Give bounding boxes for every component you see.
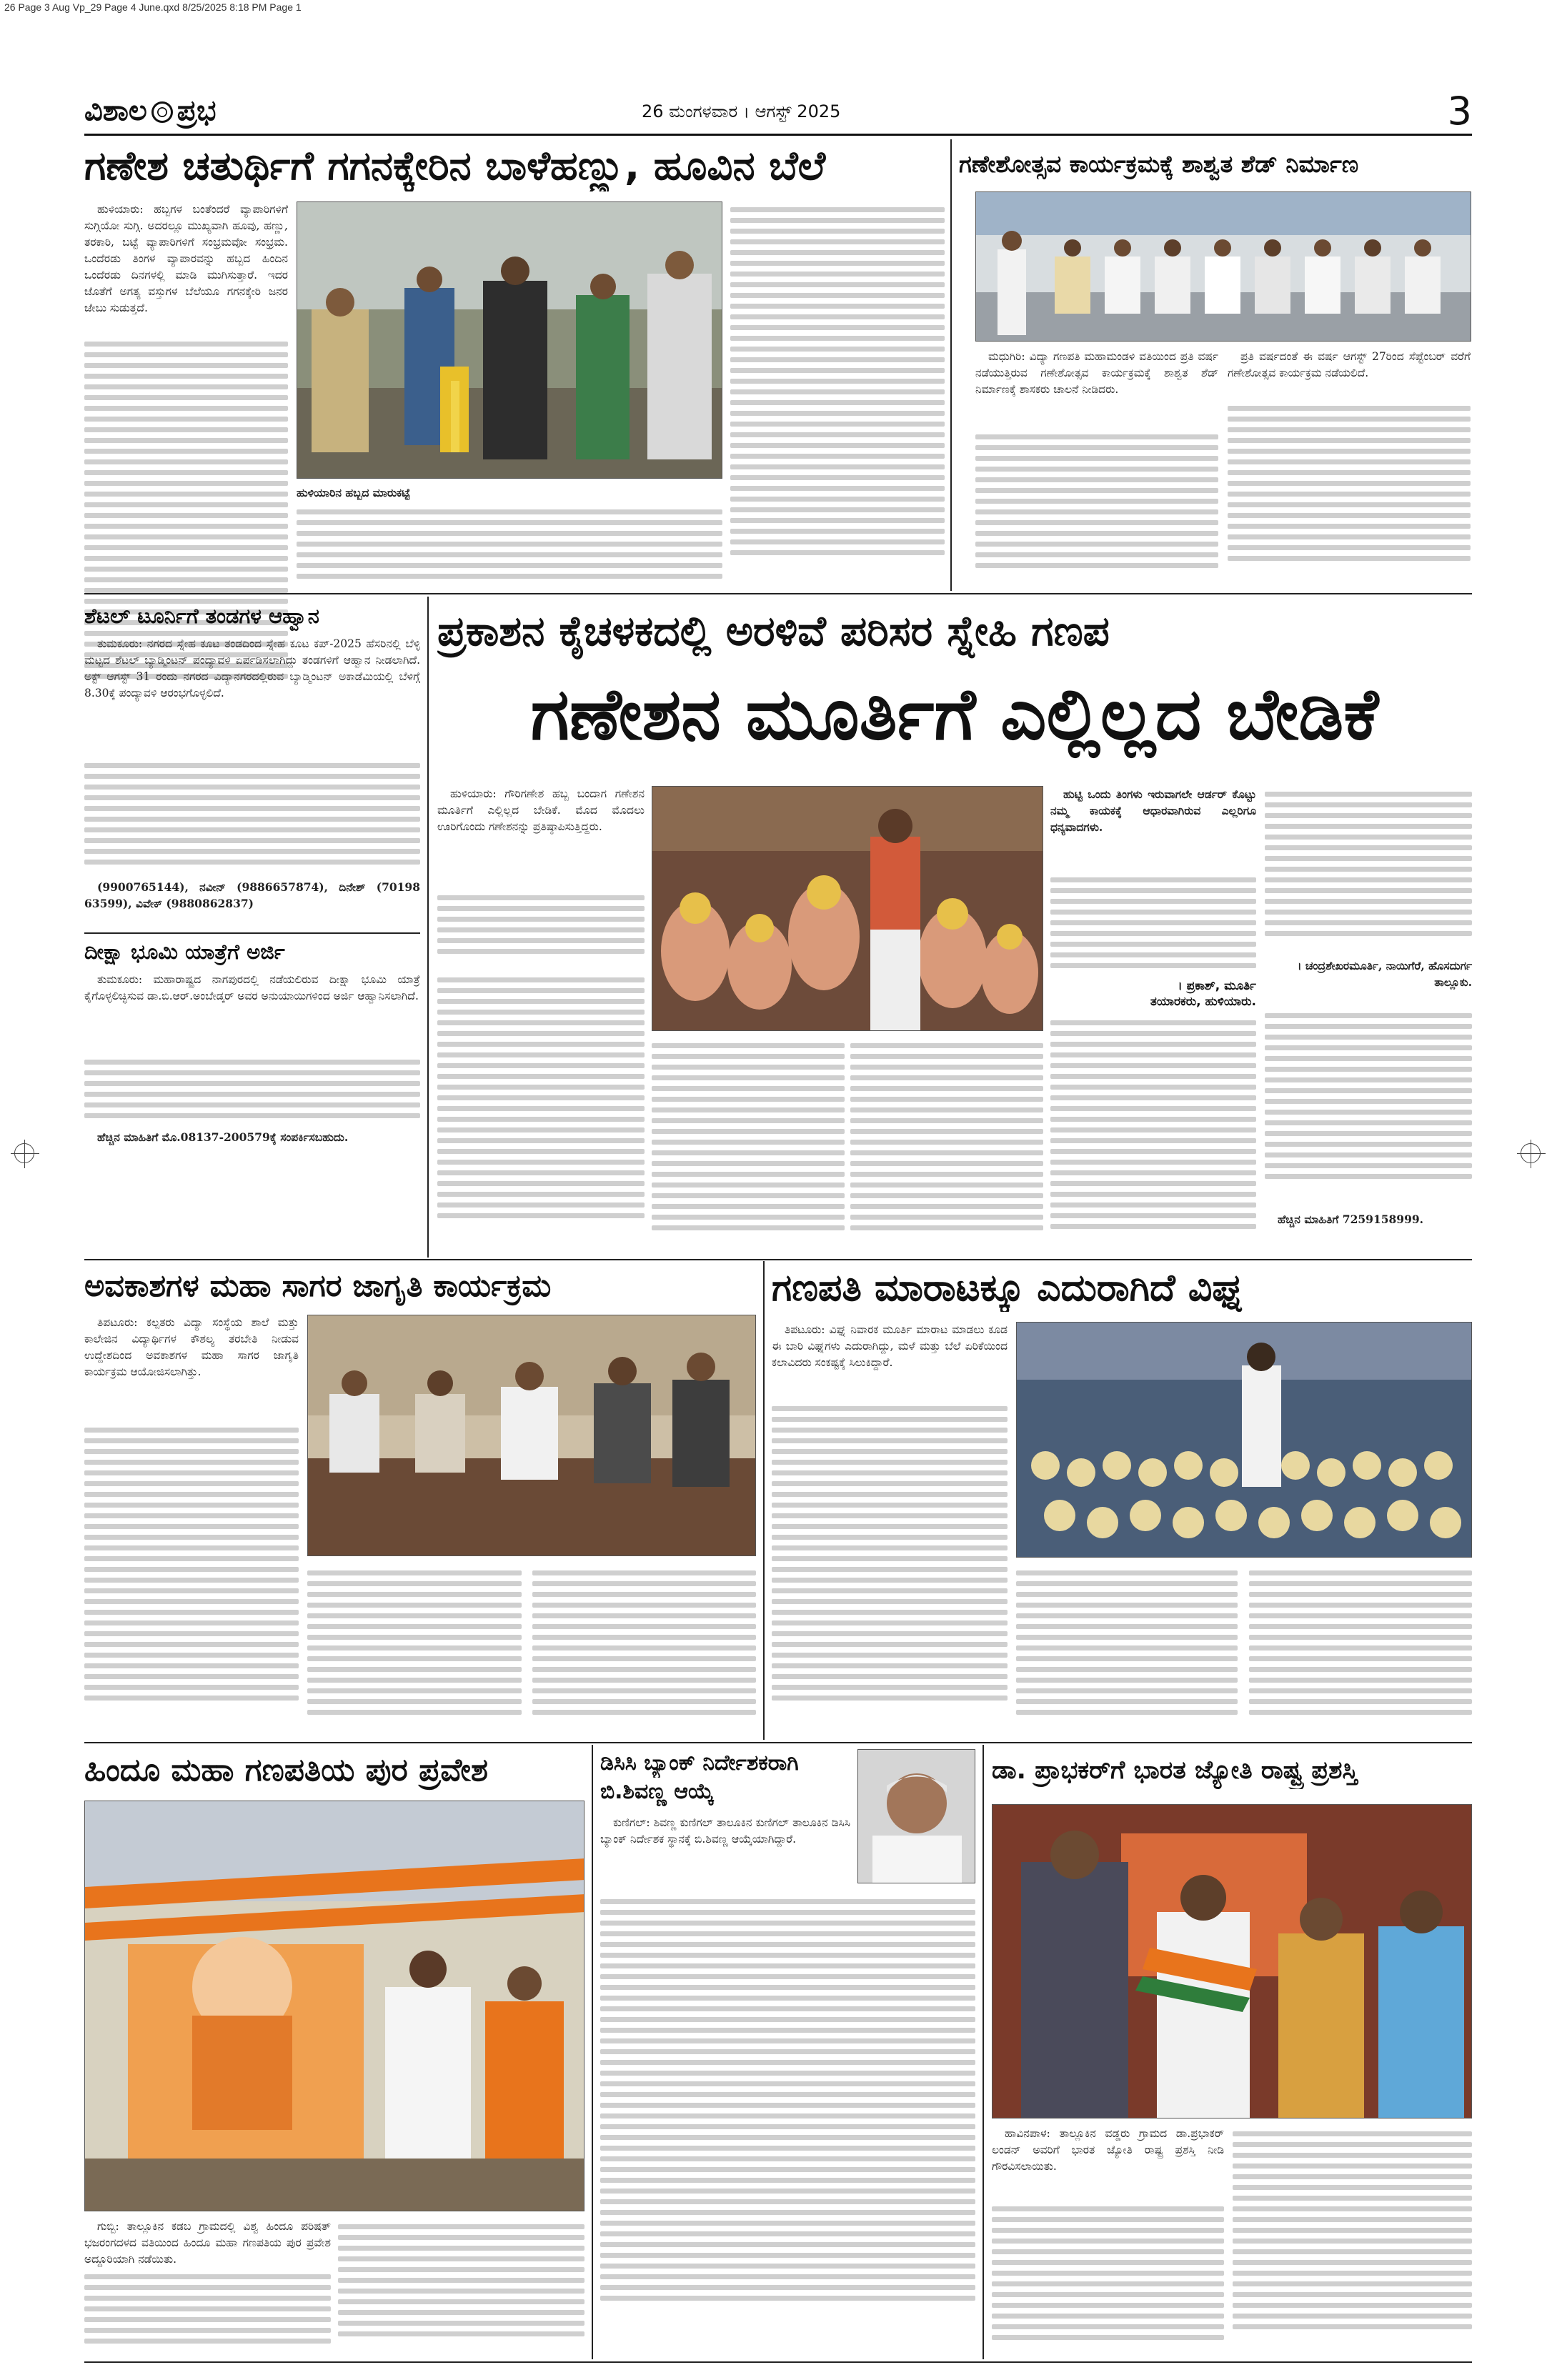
headline-eco-ganapa: ಗಣೇಶನ ಮೂರ್ತಿಗೆ ಎಲ್ಲಿಲ್ಲದ ಬೇಡಿಕೆ (530, 672, 1379, 756)
article-body-eco-ganapa: ಹುಳಿಯಾರು: ಗೌರಿಗಣೇಶ ಹಬ್ಬ ಬಂದಾಗ ಗಣೇಶನ ಮೂರ್ತಿಗೆ ಎಲ್ಲಿಲ್ಲದ ಬೇಡಿಕೆ. ಮೊದ ಮೊದಲು ಊರಿಗೊಂದು ಗಣೇಶನನ್ನು ಪ್ರತಿಷ್ಠಾಪಿಸುತ್ತಿದ್ದರು. (437, 787, 645, 833)
registration-mark-right-icon (1521, 1143, 1541, 1163)
article-text-award-col2 (1233, 2126, 1472, 2354)
idol-stall-image (1017, 1323, 1472, 1558)
section-rule (84, 932, 420, 934)
page-number: 3 (1447, 89, 1472, 134)
portrait-image (858, 1750, 975, 1883)
article-text-opp-col3 (532, 1565, 756, 1736)
headline-ganesha-prices: ಗಣೇಶ ಚತುರ್ಥಿಗೆ ಗಗನಕ್ಕೇರಿನ ಬಾಳೆಹಣ್ಣು, ಹೂವಿನ ಬೆಲೆ (84, 143, 826, 189)
byline-role: ತಯಾರಕರು, ಹುಳಿಯಾರು. (1150, 995, 1256, 1009)
market-scene-image (297, 202, 722, 479)
brand-emblem-icon (151, 101, 173, 123)
article-text-hindu-col2 (338, 2219, 585, 2354)
headline-shuttle: ಶೆಟಲ್ ಟೂರ್ನಿಗೆ ತಂಡಗಳ ಆಹ್ವಾನ (84, 604, 319, 628)
masthead (84, 89, 1472, 136)
article-text-dcc (600, 1893, 975, 2354)
headline-opportunities: ಅವಕಾಶಗಳ ಮಹಾ ಸಾಗರ ಜಾಗೃತಿ ಕಾರ್ಯಕ್ರಮ (84, 1268, 552, 1304)
article-text-eco-bottom-1 (437, 972, 645, 1250)
meeting-room-image (308, 1315, 756, 1556)
idols-workshop-image (652, 787, 1043, 1031)
article-text-eco-bottom-2 (652, 1037, 845, 1252)
headline-diksha: ದೀಕ್ಷಾ ಭೂಮಿ ಯಾತ್ರೆಗೆ ಅರ್ಜಿ (84, 940, 285, 964)
article-text-hindu-col1 (84, 2269, 331, 2354)
brand-logo (84, 94, 217, 127)
article-text-eco-col1 (437, 890, 645, 961)
printer-slug: 26 Page 3 Aug Vp_29 Page 4 June.qxd 8/25/2025 8:18 PM Page 1 (4, 1, 302, 13)
eco-contact: ಹೆಚ್ಚಿನ ಮಾಹಿತಿಗೆ 7259158999. (1278, 1213, 1424, 1226)
headline-hindu-ganapati: ಹಿಂದೂ ಮಹಾ ಗಣಪತಿಯ ಪುರ ಪ್ರವೇಶ (84, 1752, 489, 1788)
article-text-sale-col1 (772, 1400, 1008, 1736)
section-rule (84, 593, 1472, 594)
shuttle-contacts: (9900765144), ನವೀನ್ (9886657874), ದಿನೇಶ್ (70198 63599), ವಿವೇಕ್ (9880862837) (84, 880, 420, 910)
article-text-sale-col2 (1016, 1565, 1238, 1736)
kicker-eco-ganapa: ಪ್ರಕಾಶನ ಕೈಚಳಕದಲ್ಲಿ ಅರಳಿವೆ ಪರಿಸರ ಸ್ನೇಹಿ ಗಣಪ (437, 607, 1110, 655)
diksha-contact: ಹೆಚ್ಚಿನ ಮಾಹಿತಿಗೆ ಮೊ.08137-200579ಕ್ಕೆ ಸಂಪರ್ಕಿಸಬಹುದು. (97, 1130, 349, 1144)
photo-caption: ಹುಳಿಯಾರಿನ ಹಬ್ಬದ ಮಾರುಕಟ್ಟೆ (297, 486, 411, 499)
column-rule (592, 1745, 593, 2359)
issue-date: 26 ಮಂಗಳವಾರ । ಆಗಸ್ಟ್ 2025 (642, 101, 841, 121)
article-text-shed-right (1228, 400, 1471, 587)
article-body-hindu-ganapati: ಗುಬ್ಬಿ: ತಾಲ್ಲೂಕಿನ ಕಡಬ ಗ್ರಾಮದಲ್ಲಿ ವಿಶ್ವ ಹಿಂದೂ ಪರಿಷತ್ ಭಜರಂಗದಳದ ವತಿಯಿಂದ ಹಿಂದೂ ಮಹಾ ಗಣಪತಿಯ ಪುರ ಪ್ರವೇಶ ಅದ್ದೂರಿಯಾಗಿ ನಡೆಯಿತು. (84, 2220, 331, 2266)
article-body-opportunities: ತಿಪಟೂರು: ಕಲ್ಪತರು ವಿದ್ಯಾ ಸಂಸ್ಥೆಯ ಶಾಲೆ ಮತ್ತು ಕಾಲೇಜಿನ ವಿದ್ಯಾರ್ಥಿಗಳ ಕೌಶಲ್ಯ ತರಬೇತಿ ನೀಡುವ ಉದ್ದೇಶದಿಂದ ಅವಕಾಶಗಳ ಮಹಾ ಸಾಗರ ಜಾಗೃತಿ ಕಾರ್ಯಕ್ರಮ ಆಯೋಜಿಸಲಾಗಿತ್ತು. (84, 1316, 299, 1378)
article-text-shuttle (84, 757, 420, 879)
headline-dcc-bank-1: ಡಿಸಿಸಿ ಬ್ಯಾಂಕ್ ನಿರ್ದೇಶಕರಾಗಿ (600, 1751, 799, 1776)
article-body-award: ಹಾವಿನಪಾಳ: ತಾಲ್ಲೂಕಿನ ವಡ್ಡರು ಗ್ರಾಮದ ಡಾ.ಪ್ರಭಾಕರ್ ಲಂಡನ್ ಅವರಿಗೆ ಭಾರತ ಜ್ಯೋತಿ ರಾಷ್ಟ್ರ ಪ್ರಶಸ್ತಿ ನೀಡಿ ಗೌರವಿಸಲಾಯಿತು. (992, 2127, 1224, 2173)
brand-right: ಪ್ರಭ (176, 94, 217, 127)
article-lead: ಹುಳಿಯಾರು: ಹಬ್ಬಗಳ ಬಂತೆಂದರೆ ವ್ಯಾಪಾರಿಗಳಿಗೆ ಸುಗ್ಗಿಯೋ ಸುಗ್ಗಿ. ಅದರಲ್ಲೂ ಮುಖ್ಯವಾಗಿ ಹೂವು, ಹಣ್ಣು, ತರಕಾರಿ, ಬಟ್ಟೆ ವ್ಯಾಪಾರಿಗಳಿಗೆ ಸಂಭ್ರಮವೋ ಸಂಭ್ರಮ. ಒಂದೆರಡು ತಿಂಗಳ ವ್ಯಾಪಾರವನ್ನು ಹಬ್ಬದ ಹಿಂದಿನ ಒಂದೆರಡು ದಿನಗಳಲ್ಲಿ ಮಾಡಿ ಮುಗಿಸುತ್ತಾರೆ. ಇದರ ಜೊತೆಗೆ ಅಗತ್ಯ ವಸ್ತುಗಳ ಬೆಲೆಯೂ ಗಗನಕ್ಕೇರಿ ಜನರ ಜೇಬು ಸುಡುತ್ತದೆ. (84, 203, 288, 314)
award-ceremony-photo (992, 1804, 1472, 2118)
headline-dcc-bank-2: ಬಿ.ಶಿವಣ್ಣ ಆಯ್ಕೆ (600, 1779, 715, 1804)
article-text-award-col1 (992, 2201, 1224, 2354)
market-photo (297, 201, 722, 479)
headline-award: ಡಾ. ಪ್ರಾಭಕರ್‌ಗೆ ಭಾರತ ಜ್ಯೋತಿ ರಾಷ್ಟ್ರ ಪ್ರಶಸ್ತಿ (992, 1756, 1358, 1785)
article-text-opp-col2 (307, 1565, 522, 1736)
quote-more-text (1050, 872, 1256, 986)
article-text-shed-left (975, 429, 1218, 587)
article-body-shuttle: ತುಮಕೂರು: ನಗರದ ಸ್ನೇಹ ಕೂಟ ತಂಡದಿಂದ ಸ್ನೇಹ ಕೂಟ ಕಪ್-2025 ಹೆಸರಿನಲ್ಲಿ ಬೆಳ್ಳಿ ಮಟ್ಟದ ಶೆಟಲ್ ಬ್ಯಾಡ್ಮಿಂಟನ್ ಪಂದ್ಯಾವಳಿ ಏರ್ಪಡಿಸಲಾಗಿದ್ದು ತಂಡಗಳಿಗೆ ಆಹ್ವಾನ ನೀಡಲಾಗಿದೆ. ಅಕ್ಟ್ ಆಗಸ್ಟ್ 31 ರಂದು ನಗರದ ವಿದ್ಯಾನಗರದಲ್ಲಿರುವ ಬ್ಯಾಡ್ಮಿಂಟನ್ ಅಕಾಡೆಮಿಯಲ್ಲಿ ಬೆಳಿಗ್ಗೆ 8.30ಕ್ಕೆ ಪಂದ್ಯಾವಳಿ ಆರಂಭಗೊಳ್ಳಲಿದೆ. (84, 637, 420, 699)
portrait-photo (857, 1749, 975, 1883)
article-text-right-columns (730, 201, 945, 587)
meeting-photo (307, 1315, 756, 1556)
registration-mark-left-icon (14, 1143, 34, 1163)
byline-name: । ಪ್ರಕಾಶ್, ಮೂರ್ತಿ (1178, 979, 1256, 993)
article-text-eco-bottom-5 (1265, 1007, 1472, 1200)
quote-box (1050, 786, 1256, 1007)
idol-stall-photo (1016, 1322, 1472, 1558)
article-body-shed-right: ಪ್ರತಿ ವರ್ಷದಂತೆ ಈ ವರ್ಷ ಆಗಸ್ಟ್ 27ರಿಂದ ಸೆಪ್ಟೆಂಬರ್ ವರೆಗೆ ಗಣೇಶೋತ್ಸವ ಕಾರ್ಯಕ್ರಮ ನಡೆಯಲಿದೆ. (1228, 350, 1471, 379)
article-text-below-photo (297, 504, 722, 586)
quote-text: ಹುಟ್ಟಿ ಒಂದು ತಿಂಗಳು ಇರುವಾಗಲೇ ಆರ್ಡರ್ ಕೊಟ್ಟು ನಮ್ಮ ಕಾಯಕಕ್ಕೆ ಆಧಾರವಾಗಿರುವ ಎಲ್ಲರಿಗೂ ಧನ್ಯವಾದಗಳು. (1050, 787, 1256, 834)
article-text-opp-col1 (84, 1422, 299, 1736)
section-rule (84, 1259, 1472, 1260)
shed-event-photo (975, 191, 1471, 342)
column-rule (983, 1745, 984, 2359)
stage-scene-image (976, 192, 1471, 342)
bottom-rule (84, 2361, 1472, 2363)
headline-permanent-shed: ಗಣೇಶೋತ್ಸವ ಕಾರ್ಯಕ್ರಮಕ್ಕೆ ಶಾಶ್ವತ ಶೆಡ್ ನಿರ್ಮಾಣ (959, 150, 1359, 178)
column-rule (950, 139, 952, 591)
brand-left: ವಿಶಾಲ (84, 94, 147, 127)
article-text-eco-bottom-3 (850, 1037, 1043, 1252)
column-rule (427, 597, 429, 1258)
article-text-sale-col3 (1249, 1565, 1472, 1736)
procession-image (85, 1801, 585, 2211)
article-text-eco-col4 (1265, 786, 1472, 957)
article-body-diksha: ತುಮಕೂರು: ಮಹಾರಾಷ್ಟ್ರದ ನಾಗಪುರದಲ್ಲಿ ನಡೆಯಲಿರುವ ದೀಕ್ಷಾ ಭೂಮಿ ಯಾತ್ರೆ ಕೈಗೊಳ್ಳಲಿಚ್ಛಿಸುವ ಡಾ.ಬಿ.ಆರ್.ಅಂಬೇಡ್ಕರ್ ಅವರ ಅನುಯಾಯಿಗಳಿಂದ ಅರ್ಜಿ ಆಹ್ವಾನಿಸಲಾಗಿದೆ. (84, 973, 420, 1002)
article-body-ganapati-sale: ತಿಪಟೂರು: ವಿಘ್ನ ನಿವಾರಕ ಮೂರ್ತಿ ಮಾರಾಟ ಮಾಡಲು ಕೂಡ ಈ ಬಾರಿ ವಿಘ್ನಗಳು ಎದುರಾಗಿದ್ದು, ಮಳೆ ಮತ್ತು ಬೆಲೆ ಏರಿಕೆಯಿಂದ ಕಲಾವಿದರು ಸಂಕಷ್ಟಕ್ಕೆ ಸಿಲುಕಿದ್ದಾರೆ. (772, 1323, 1008, 1369)
article-body-dcc-bank: ಕುಣಿಗಲ್: ಶಿವಣ್ಣ ಕುಣಿಗಲ್ ತಾಲೂಕಿನ ಕುಣಿಗಲ್ ತಾಲೂಕಿನ ಡಿಸಿಸಿ ಬ್ಯಾಂಕ್ ನಿರ್ದೇಶಕ ಸ್ಥಾನಕ್ಕೆ ಬಿ.ಶಿವಣ್ಣ ಆಯ್ಕೆಯಾಗಿದ್ದಾರೆ. (600, 1816, 850, 1846)
aside-byline: । ಚಂದ್ರಶೇಖರಮೂರ್ತಿ, ನಾಯಿಗೆರೆ, ಹೊಸದುರ್ಗ ತಾಲ್ಲೂಕು. (1297, 959, 1472, 989)
section-rule (84, 1742, 1472, 1743)
column-rule (763, 1261, 765, 1740)
article-text-eco-bottom-4 (1050, 1015, 1256, 1250)
ganesha-idols-photo (652, 786, 1043, 1031)
article-text-diksha (84, 1054, 420, 1125)
article-body-shed-left: ಮಧುಗಿರಿ: ವಿದ್ಯಾ ಗಣಪತಿ ಮಹಾಮಂಡಳಿ ವತಿಯಿಂದ ಪ್ರತಿ ವರ್ಷ ನಡೆಯುತ್ತಿರುವ ಗಣೇಶೋತ್ಸವ ಕಾರ್ಯಕ್ರಮಕ್ಕೆ ಶಾಶ್ವತ ಶೆಡ್ ನಿರ್ಮಾಣಕ್ಕೆ ಶಾಸಕರು ಚಾಲನೆ ನೀಡಿದರು. (975, 350, 1218, 396)
procession-photo (84, 1801, 585, 2211)
award-ceremony-image (993, 1805, 1472, 2118)
headline-ganapati-sale: ಗಣಪತಿ ಮಾರಾಟಕ್ಕೂ ಎದುರಾಗಿದೆ ವಿಘ್ನ (772, 1267, 1245, 1310)
